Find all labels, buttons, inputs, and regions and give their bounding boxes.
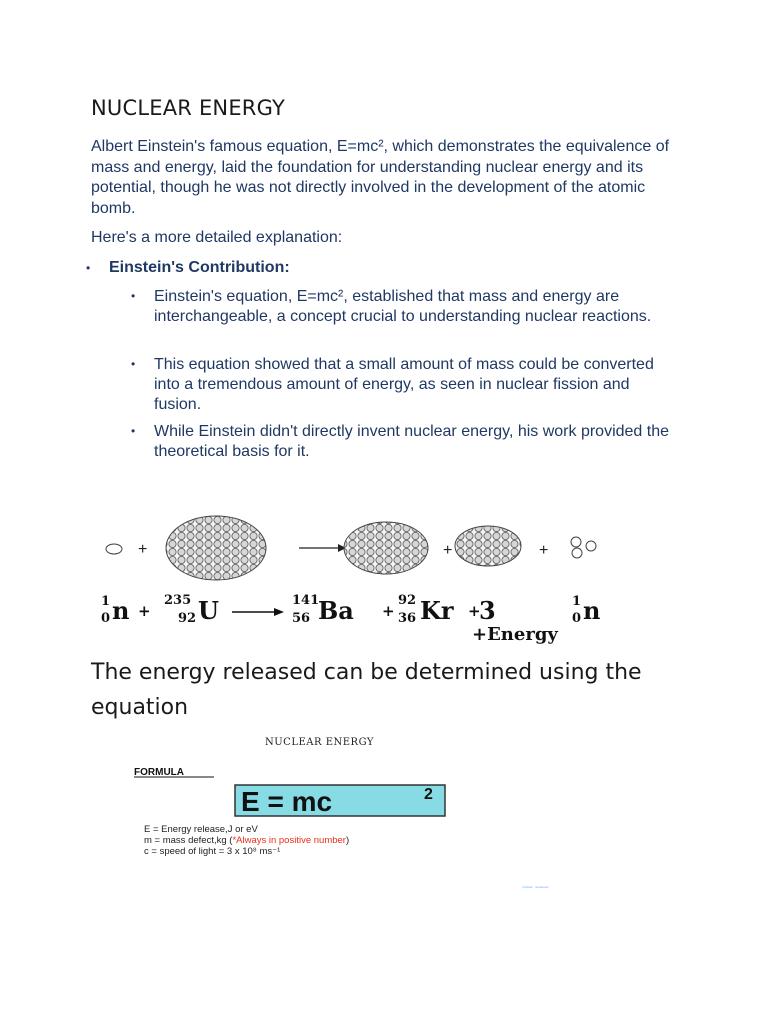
neutron-atomic-number: 0 <box>101 611 111 626</box>
plus-sign: + <box>443 542 453 559</box>
plus-sign: + <box>539 542 549 559</box>
uranium-nucleus-icon <box>166 516 266 580</box>
krypton-nucleus-icon <box>455 526 521 566</box>
bullet-marker: • <box>131 424 136 438</box>
neutron-mass-number: 1 <box>572 594 582 609</box>
neutron-atomic-number: 0 <box>572 611 582 626</box>
arrow-head <box>274 608 284 616</box>
page-title: NUCLEAR ENERGY <box>91 96 286 120</box>
neutron-symbol: n <box>583 596 601 625</box>
section-heading: Einstein's Contribution: <box>109 259 290 276</box>
lead-paragraph: Here's a more detailed explanation: <box>91 229 343 246</box>
intro-paragraph: Albert Einstein's famous equation, E=mc², which demonstrates the equivalence of mass and energy, laid the foundation for understanding nuclear energy and its potential, though he was not directly involved in the development of the atomic bomb. <box>91 138 670 217</box>
barium-mass-number: 141 <box>292 593 320 608</box>
barium-symbol: Ba <box>318 596 354 625</box>
formula-header: NUCLEAR ENERGY <box>265 737 374 748</box>
formula-exponent: 2 <box>424 786 433 803</box>
barium-atomic-number: 56 <box>292 611 311 626</box>
list-item-text: This equation showed that a small amount of mass could be converted into a tremendous amount of energy, as seen in nuclear fission and fusion. <box>154 356 654 413</box>
formula-label: FORMULA <box>134 767 184 778</box>
bullet-marker: • <box>86 261 91 275</box>
mass-note: *Always in positive number <box>232 835 346 846</box>
neutron-icon <box>586 541 596 551</box>
formula-main: E = mc <box>241 786 333 817</box>
plus-sign: + <box>138 541 148 558</box>
neutron-symbol: n <box>112 596 130 625</box>
bullet-marker: • <box>131 357 136 371</box>
footer-tiny-text: mybuild · nuclearem <box>522 885 550 889</box>
caption-text: The energy released can be determined using the equation <box>91 660 642 720</box>
plus-sign: + <box>382 602 395 620</box>
neutron-icon <box>106 544 122 554</box>
formula-line-speed: c = speed of light = 3 x 10⁸ ms⁻¹ <box>144 846 281 857</box>
list-item-text: Einstein's equation, E=mc², established that mass and energy are interchangeable, a concept crucial to understanding nuclear reactions. <box>154 288 652 325</box>
uranium-symbol: U <box>198 596 219 625</box>
neutron-mass-number: 1 <box>101 594 111 609</box>
krypton-mass-number: 92 <box>398 593 417 608</box>
barium-nucleus-icon <box>344 522 428 574</box>
list-item-text: While Einstein didn't directly invent nuclear energy, his work provided the theoretical basis for it. <box>154 423 670 460</box>
energy-term: +Energy <box>472 624 558 645</box>
neutron-coefficient: 3 <box>479 596 496 625</box>
uranium-atomic-number: 92 <box>178 611 197 626</box>
plus-sign: + <box>468 602 481 620</box>
formula-diagram <box>128 730 508 870</box>
fission-diagram <box>96 508 616 648</box>
krypton-atomic-number: 36 <box>398 611 417 626</box>
formula-line-energy: E = Energy release,J or eV <box>144 824 258 835</box>
bullet-marker: • <box>131 289 136 303</box>
neutron-icon <box>571 537 581 547</box>
plus-sign: + <box>138 602 151 620</box>
neutron-icon <box>572 548 582 558</box>
formula-line-mass: m = mass defect,kg (*Always in positive number) <box>144 835 350 846</box>
krypton-symbol: Kr <box>420 596 454 625</box>
uranium-mass-number: 235 <box>164 593 192 608</box>
